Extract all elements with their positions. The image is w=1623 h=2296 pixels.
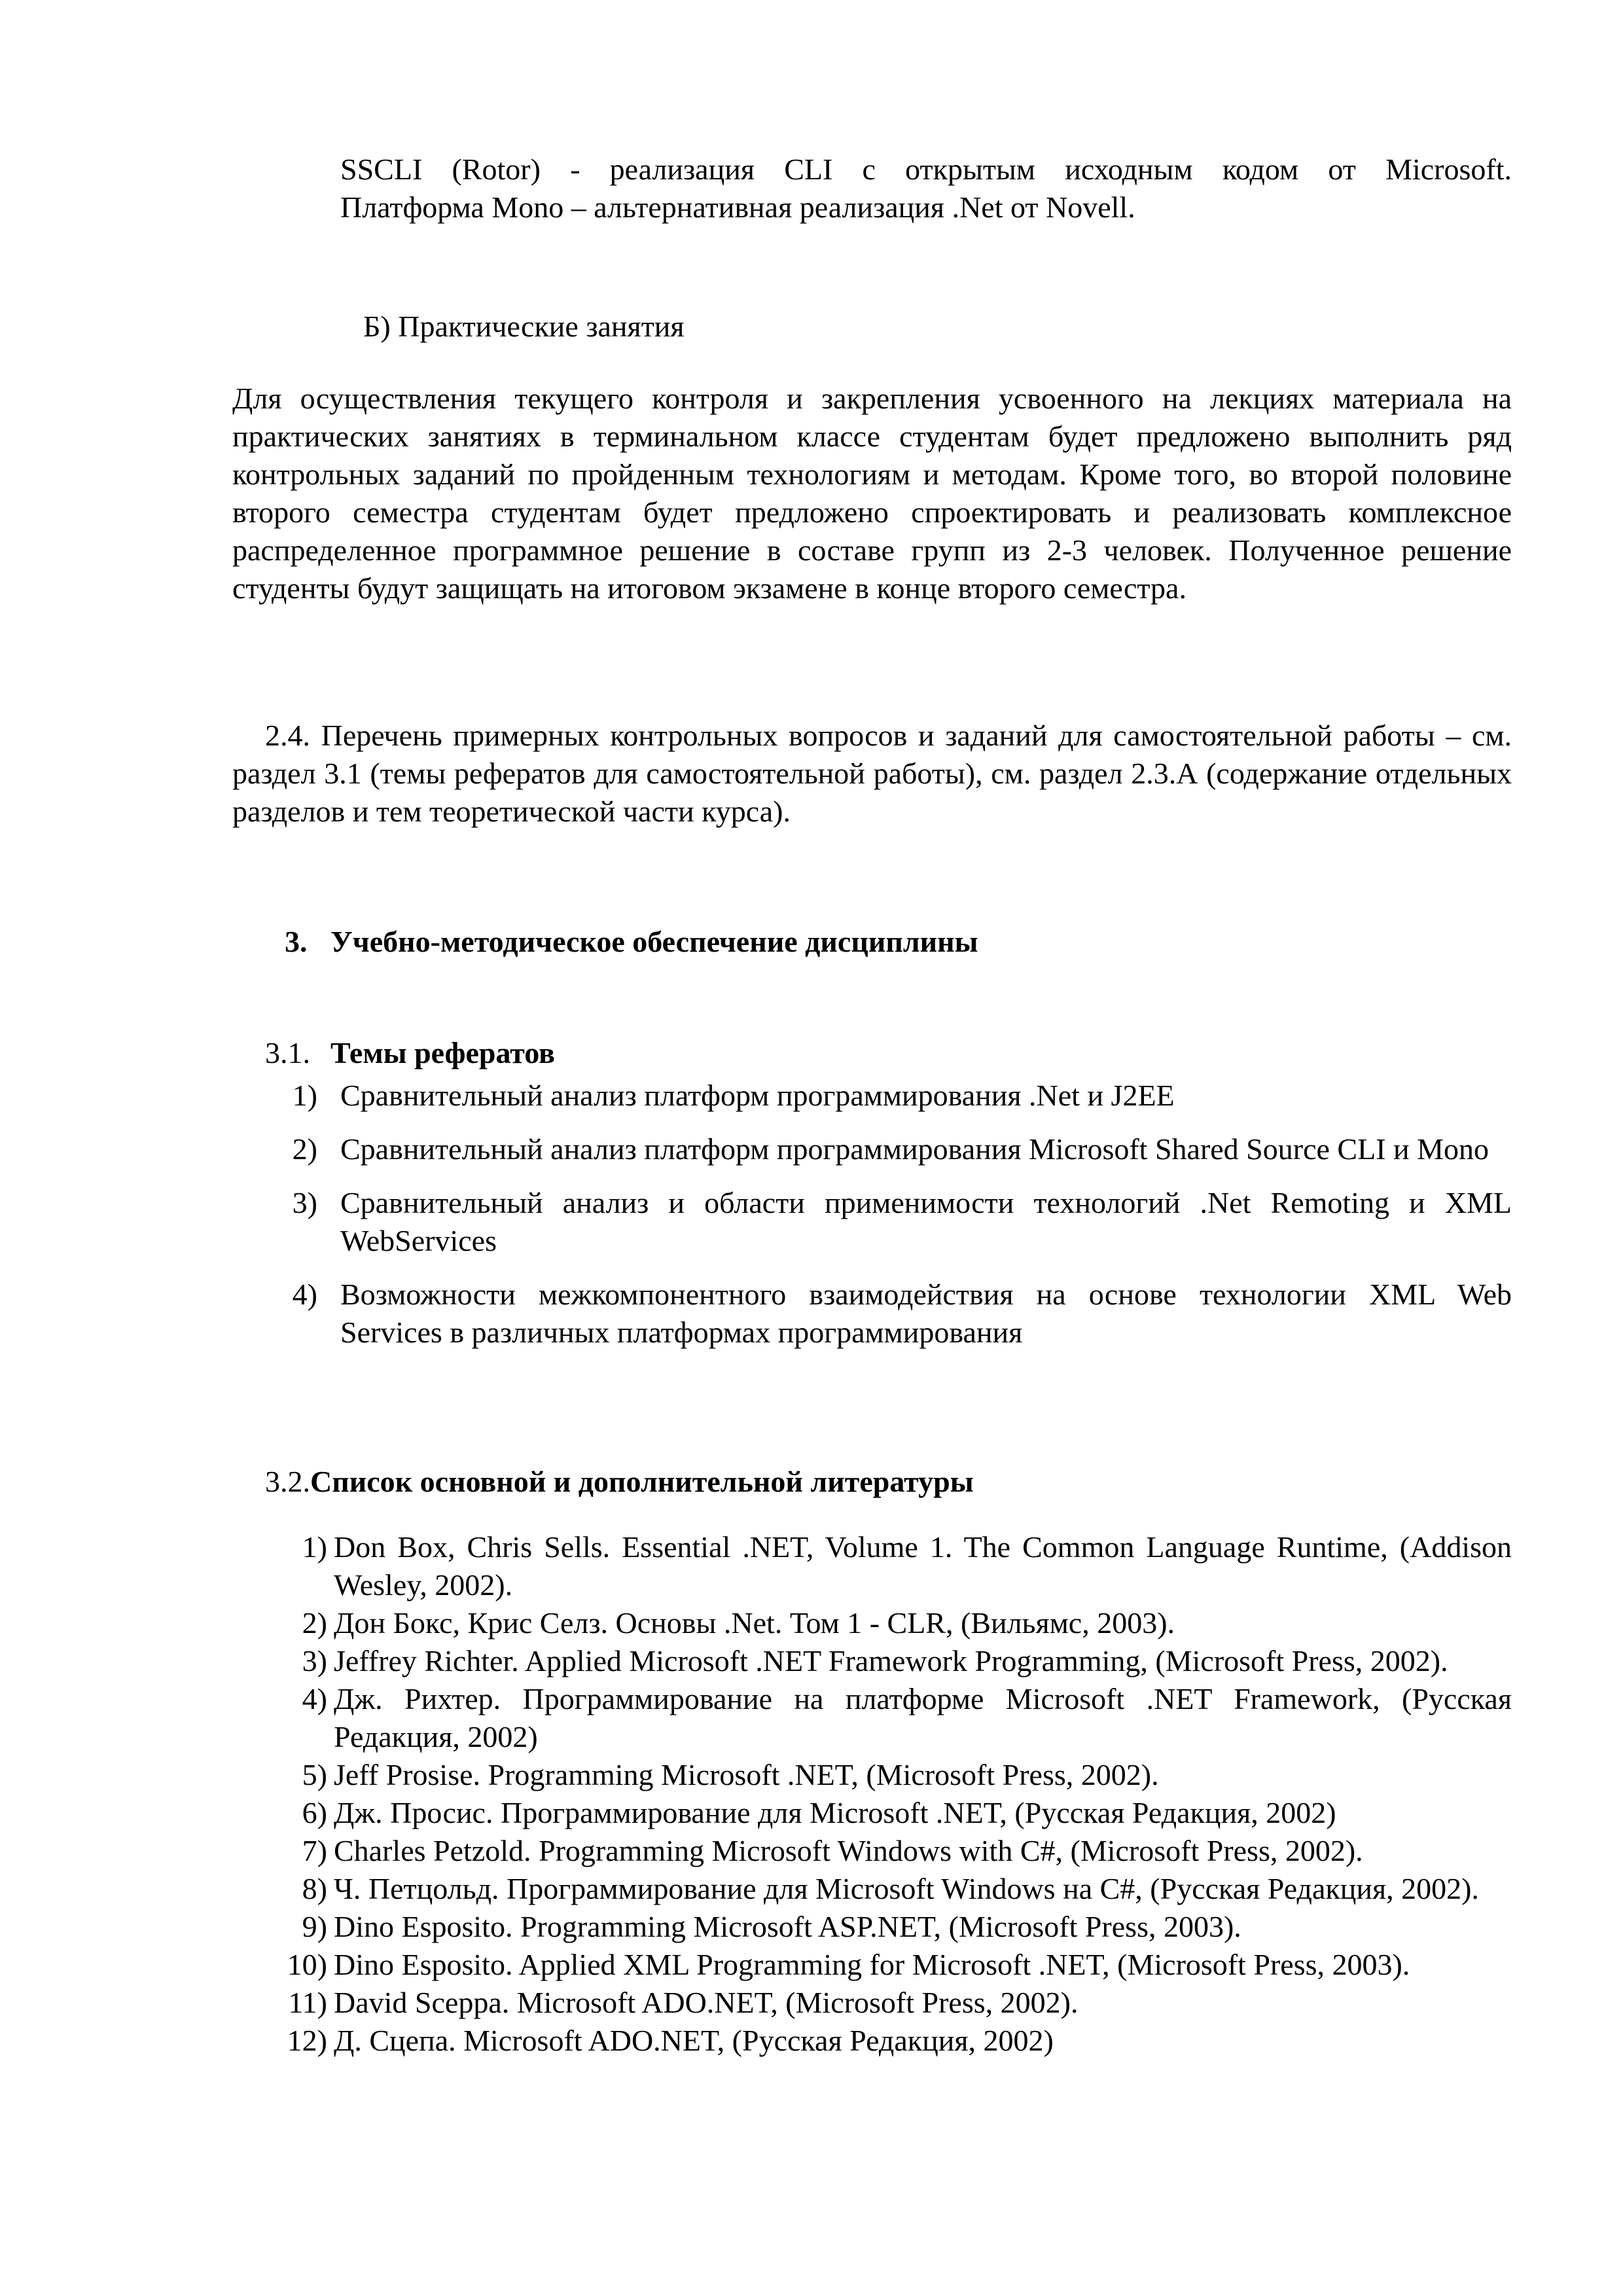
section-3-title: Учебно-методическое обеспечение дисциплины (330, 925, 978, 958)
list-item-number: 2) (292, 1132, 317, 1166)
list-item (265, 1604, 1512, 1642)
list-item-number: 9) (302, 1910, 327, 1943)
list-item (265, 1832, 1512, 1870)
list-item (265, 1276, 1512, 1352)
section-3-heading (285, 923, 1463, 961)
list-item (265, 1984, 1512, 2022)
list-item-text: Д. Сцепа. Microsoft ADO.NET, (Русская Редакция, 2002) (334, 2024, 1054, 2057)
section-3-2-heading (265, 1463, 1443, 1501)
list-item-number: 6) (302, 1796, 327, 1829)
section-3-1-title: Темы рефератов (330, 1036, 555, 1069)
section-3-1-number: 3.1. (265, 1036, 310, 1069)
list-item-text: Dino Esposito. Applied XML Programming for Microsoft .NET, (Microsoft Press, 2003). (334, 1948, 1410, 1981)
list-item (265, 1794, 1512, 1832)
list-item-text: Дж. Просис. Программирование для Microsoft .NET, (Русская Редакция, 2002) (334, 1796, 1336, 1829)
list-item-number: 11) (288, 1986, 327, 2019)
list-item (265, 1680, 1512, 1756)
list-item-number: 8) (302, 1872, 327, 1905)
list-item-number: 2) (302, 1606, 327, 1640)
list-item (265, 1946, 1512, 1984)
list-item-text: Dino Esposito. Programming Microsoft ASP.NET, (Microsoft Press, 2003). (334, 1910, 1241, 1943)
list-item-number: 1) (302, 1530, 327, 1564)
list-item-number: 4) (302, 1682, 327, 1715)
list-item-text: Дон Бокс, Крис Селз. Основы .Net. Том 1 - CLR, (Вильямс, 2003). (334, 1606, 1175, 1640)
list-item-text: Ч. Петцольд. Программирование для Microsoft Windows на C#, (Русская Редакция, 2002). (334, 1872, 1479, 1905)
list-item-text: Возможности межкомпонентного взаимодействия на основе технологии XML Web Services в различных платформах программирования (340, 1278, 1512, 1349)
section-3-number: 3. (285, 925, 308, 958)
list-item (265, 1528, 1512, 1604)
list-item (265, 1130, 1512, 1168)
practical-heading: Б) Практические занятия (363, 310, 685, 343)
list-item-number: 4) (292, 1278, 317, 1311)
list-item-number: 10) (287, 1948, 327, 1981)
list-item-number: 7) (302, 1834, 327, 1867)
list-item-number: 12) (287, 2024, 327, 2057)
practical-paragraph: Для осуществления текущего контроля и закрепления усвоенного на лекциях материала на практических занятиях в терминальном классе студентам будет предложено выполнить ряд контрольных заданий по пройденным технологиям и методам. Кроме того, во второй половине второго семестра студентам будет предложено спроектировать и реализовать комплексное распределенное программное решение в составе групп из 2-3 человек. Полученное решение студенты будут защищать на итоговом экзамене в конце второго семестра. (232, 382, 1512, 605)
literature-list (265, 1528, 1512, 2060)
intro-line-1: SSCLI (Rotor) - реализация CLI с открытым исходным кодом от Microsoft. (340, 152, 1512, 186)
list-item-number: 3) (292, 1186, 317, 1219)
list-item-number: 1) (292, 1079, 317, 1112)
section-3-1-heading (265, 1034, 1443, 1072)
list-item (265, 1077, 1512, 1115)
list-item (265, 1184, 1512, 1260)
list-item-text: Don Box, Chris Sells. Essential .NET, Volume 1. The Common Language Runtime, (Addison Wesley, 2002). (334, 1530, 1512, 1602)
section-2-4-paragraph: 2.4. Перечень примерных контрольных вопросов и заданий для самостоятельной работы – см. раздел 3.1 (темы рефератов для самостоятельной работы), см. раздел 2.3.А (содержание отдельных разделов и тем теоретической части курса). (232, 719, 1512, 828)
list-item-text: Дж. Рихтер. Программирование на платформе Microsoft .NET Framework, (Русская Редакция, 2002) (334, 1682, 1512, 1753)
topics-list (265, 1077, 1512, 1367)
section-3-2-number: 3.2. (265, 1465, 310, 1498)
list-item (265, 1908, 1512, 1946)
list-item-number: 3) (302, 1644, 327, 1677)
list-item-text: Jeffrey Richter. Applied Microsoft .NET Framework Programming, (Microsoft Press, 2002). (334, 1644, 1448, 1677)
list-item-text: Jeff Prosise. Programming Microsoft .NET, (Microsoft Press, 2002). (334, 1758, 1159, 1791)
list-item-text: Сравнительный анализ платформ программирования Microsoft Shared Source CLI и Mono (340, 1132, 1489, 1166)
section-3-2-title: Список основной и дополнительной литературы (310, 1465, 974, 1498)
list-item (265, 1642, 1512, 1680)
list-item-text: David Sceppa. Microsoft ADO.NET, (Microsoft Press, 2002). (334, 1986, 1079, 2019)
list-item (265, 1870, 1512, 1908)
list-item-text: Сравнительный анализ платформ программирования .Net и J2EE (340, 1079, 1175, 1112)
intro-paragraph (340, 151, 1512, 226)
intro-line-2: Платформа Mono – альтернативная реализация .Net от Novell. (340, 190, 1135, 224)
list-item-text: Сравнительный анализ и области применимости технологий .Net Remoting и XML WebServices (340, 1186, 1512, 1257)
list-item (265, 1756, 1512, 1794)
list-item-number: 5) (302, 1758, 327, 1791)
list-item-text: Charles Petzold. Programming Microsoft Windows with C#, (Microsoft Press, 2002). (334, 1834, 1363, 1867)
list-item (265, 2022, 1512, 2060)
